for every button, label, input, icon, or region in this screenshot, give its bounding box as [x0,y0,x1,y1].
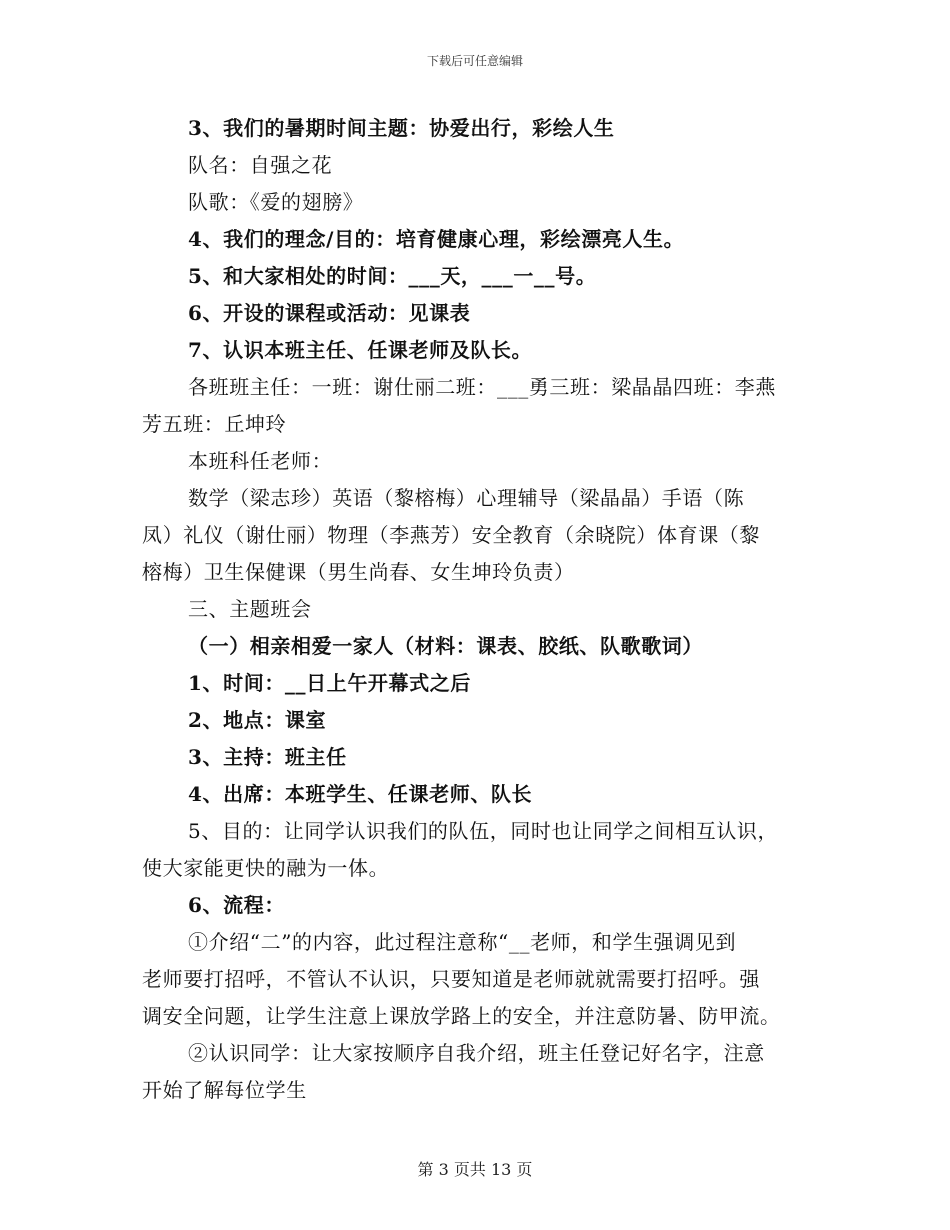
meeting-host: 3、主持：班主任 [188,745,347,769]
process-step-1-line-1: ①介绍“二”的内容，此过程注意称“__老师，和学生强调见到 [188,930,737,954]
subject-teachers-line-3: 榕梅）卫生保健课（男生尚春、女生坤玲负责） [142,560,575,584]
head-teachers-line-1: 各班班主任：一班：谢仕丽二班：___勇三班：梁晶晶四班：李燕 [188,375,776,399]
section-4-concept: 4、我们的理念/目的：培育健康心理，彩绘漂亮人生。 [188,227,685,251]
subject-teachers-heading: 本班科任老师： [188,449,333,473]
subject-teachers-line-1: 数学（梁志珍）英语（黎榕梅）心理辅导（梁晶晶）手语（陈 [188,486,745,510]
section-3-theme: 3、我们的暑期时间主题：协爱出行，彩绘人生 [188,116,615,140]
process-step-2-line-1: ②认识同学：让大家按顺序自我介绍，班主任登记好名字，注意 [188,1041,765,1065]
team-name: 队名：自强之花 [188,153,333,177]
meeting-attendees: 4、出席：本班学生、任课老师、队长 [188,782,533,806]
meeting-purpose-line-2: 使大家能更快的融为一体。 [142,856,390,880]
section-5-time: 5、和大家相处的时间：___天，___一__号。 [188,264,597,288]
subject-teachers-line-2: 凤）礼仪（谢仕丽）物理（李燕芳）安全教育（余晓院）体育课（黎 [142,523,760,547]
meeting-process-heading: 6、流程： [188,893,285,917]
subsection-one-heading: （一）相亲相爱一家人（材料：课表、胶纸、队歌歌词） [188,634,703,658]
meeting-location: 2、地点：课室 [188,708,327,732]
process-step-1-line-2: 老师要打招呼，不管认不认识，只要知道是老师就就需要打招呼。强 [142,967,760,991]
section-6-courses: 6、开设的课程或活动：见课表 [188,301,471,325]
page-footer: 第 3 页共 13 页 [417,1160,533,1179]
section-three-heading: 三、主题班会 [188,597,312,621]
process-step-1-line-3: 调安全问题，让学生注意上课放学路上的安全，并注意防暑、防甲流。 [142,1004,781,1028]
head-teachers-line-2: 芳五班：丘坤玲 [142,412,287,436]
team-song: 队歌：《爱的翅膀》 [188,190,364,214]
meeting-purpose-line-1: 5、目的：让同学认识我们的队伍，同时也让同学之间相互认识， [188,819,779,843]
process-step-2-line-2: 开始了解每位学生 [142,1078,307,1102]
page-header: 下载后可任意编辑 [426,54,523,68]
meeting-time: 1、时间：__日上午开幕式之后 [188,671,471,695]
section-7-teachers: 7、认识本班主任、任课老师及队长。 [188,338,533,362]
